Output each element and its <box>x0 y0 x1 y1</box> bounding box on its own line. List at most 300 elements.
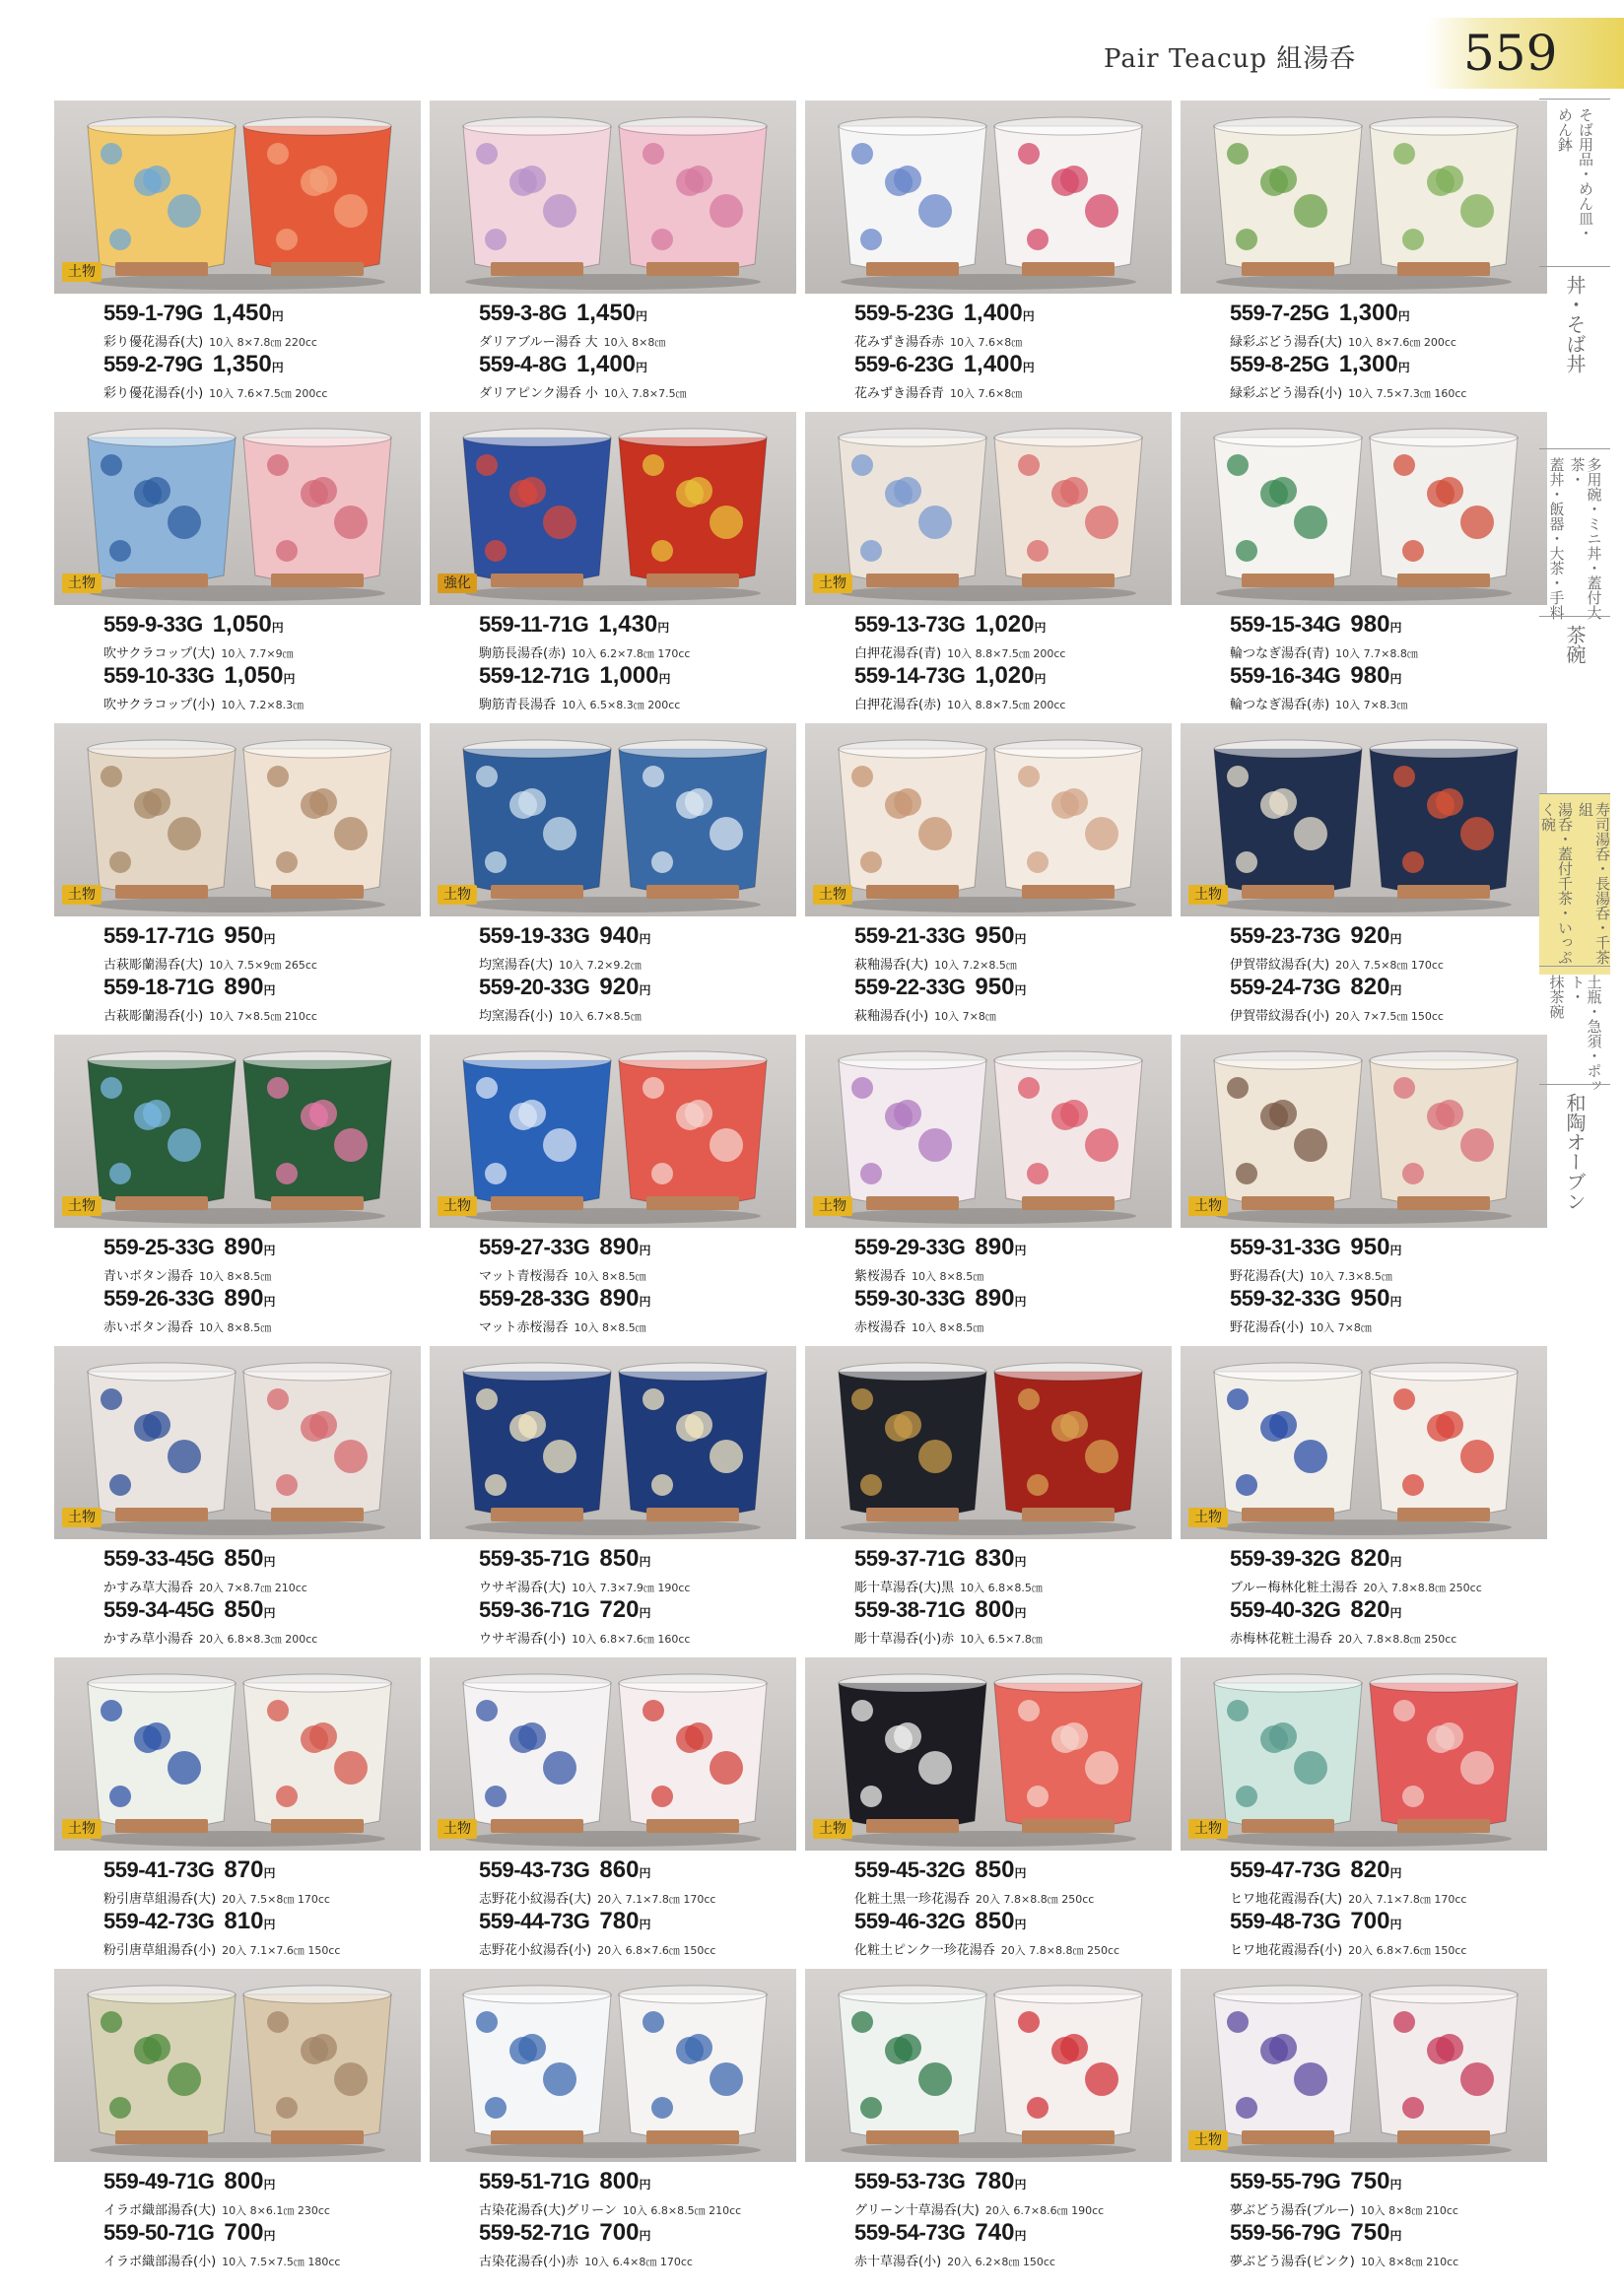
right-cup <box>619 740 767 899</box>
teacup-pair-illustration <box>805 1657 1172 1851</box>
currency-unit: 円 <box>1034 621 1047 635</box>
product-price: 890 <box>224 1234 264 1260</box>
product-code: 559-5-23G <box>854 301 954 325</box>
product-price: 940 <box>599 922 640 949</box>
product-code: 559-38-71G <box>854 1597 966 1622</box>
product-price: 1,450 <box>575 300 637 326</box>
right-cup <box>243 429 391 587</box>
product-code: 559-3-8G <box>479 301 567 325</box>
product-code-price <box>1230 1545 1547 1577</box>
product-spec: 10入 8×8.5㎝ <box>199 1270 272 1283</box>
right-cup <box>1370 1363 1518 1521</box>
product-spec: 10入 7.6×8㎝ <box>950 336 1023 349</box>
product-cell <box>1181 1035 1547 1334</box>
product-info <box>1230 922 1547 1025</box>
index-tab-label: 多用碗・ミニ丼・蓋付大茶・ <box>1568 457 1603 620</box>
product-spec: 10入 6.8×8.5㎝ <box>960 1582 1043 1594</box>
index-tab-label: 和陶オーブン <box>1563 1093 1587 1211</box>
product-price: 950 <box>1350 1234 1390 1260</box>
product-spec: 10入 7.2×8.5㎝ <box>934 959 1017 972</box>
product-code: 559-1-79G <box>103 301 203 325</box>
product-price: 950 <box>975 922 1015 949</box>
currency-unit: 円 <box>1397 361 1410 374</box>
product-code: 559-30-33G <box>854 1286 966 1311</box>
product-price: 750 <box>1350 2168 1390 2194</box>
product-spec: 10入 6.2×7.8㎝ 170cc <box>572 647 691 660</box>
product-photo <box>805 1035 1172 1228</box>
product-spec: 10入 8×8㎝ 210cc <box>1360 2204 1458 2217</box>
right-cup <box>1370 117 1518 276</box>
material-badge: 土物 <box>438 1196 477 1216</box>
product-code: 559-18-71G <box>103 975 215 999</box>
index-tab[interactable] <box>1539 966 1610 1093</box>
left-cup <box>88 429 236 587</box>
product-detail <box>479 331 796 349</box>
product-price: 800 <box>599 2168 640 2194</box>
product-detail <box>479 1888 796 1906</box>
product-code-price <box>1230 974 1547 1005</box>
product-code: 559-19-33G <box>479 923 590 948</box>
product-price: 980 <box>1350 611 1390 638</box>
product-detail <box>854 382 1172 400</box>
product-price: 890 <box>599 1285 640 1312</box>
product-detail <box>1230 1577 1547 1594</box>
product-name: 吹サクラコップ(小) <box>103 698 216 712</box>
right-cup <box>1370 429 1518 587</box>
currency-unit: 円 <box>1389 1244 1402 1257</box>
product-code-price <box>103 1234 421 1265</box>
product-detail <box>103 2199 421 2217</box>
product-code-price <box>479 611 796 642</box>
teacup-pair-illustration <box>54 412 421 605</box>
currency-unit: 円 <box>263 1866 276 1880</box>
index-tab-label: 蓋丼・飯器・大茶・手料 <box>1547 457 1566 620</box>
product-name: 緑彩ぶどう湯呑(小) <box>1230 386 1343 401</box>
currency-unit: 円 <box>1014 932 1027 946</box>
product-photo <box>1181 1346 1547 1539</box>
product-price: 850 <box>599 1545 640 1572</box>
product-price: 800 <box>975 1596 1015 1623</box>
product-detail <box>479 642 796 660</box>
product-code-price <box>1230 1234 1547 1265</box>
product-spec: 10入 7×8㎝ <box>1310 1321 1372 1334</box>
product-cell <box>430 1657 796 1957</box>
product-info <box>1230 300 1547 402</box>
product-code: 559-33-45G <box>103 1546 215 1571</box>
currency-unit: 円 <box>263 1606 276 1620</box>
product-code-price <box>103 2219 421 2251</box>
right-cup <box>994 117 1142 276</box>
currency-unit: 円 <box>1389 1555 1402 1569</box>
currency-unit: 円 <box>1034 672 1047 686</box>
product-code: 559-40-32G <box>1230 1597 1341 1622</box>
product-detail <box>854 2199 1172 2217</box>
product-code-price <box>1230 2219 1547 2251</box>
product-code-price <box>103 1856 421 1888</box>
teacup-pair-illustration <box>1181 1035 1547 1228</box>
product-photo <box>54 412 421 605</box>
product-price: 820 <box>1350 974 1390 1000</box>
product-spec: 10入 7.7×9㎝ <box>221 647 294 660</box>
product-detail <box>103 642 421 660</box>
product-detail <box>103 1005 421 1023</box>
currency-unit: 円 <box>1014 1606 1027 1620</box>
product-detail <box>854 642 1172 660</box>
product-code-price <box>479 2168 796 2199</box>
product-photo <box>1181 1035 1547 1228</box>
left-cup <box>1214 429 1362 587</box>
product-code: 559-36-71G <box>479 1597 590 1622</box>
product-name: 伊賀帯紋湯呑(大) <box>1230 958 1330 973</box>
product-code-price <box>479 351 796 382</box>
currency-unit: 円 <box>639 2178 651 2192</box>
product-code-price <box>103 922 421 954</box>
product-name: 白押花湯呑(赤) <box>854 698 942 712</box>
product-photo <box>1181 1657 1547 1851</box>
material-badge: 土物 <box>1188 1196 1228 1216</box>
product-name: 粉引唐草組湯呑(小) <box>103 1943 217 1958</box>
left-cup <box>839 1363 986 1521</box>
product-price: 1,400 <box>575 351 637 377</box>
left-cup <box>839 1051 986 1210</box>
product-name: 夢ぶどう湯呑(ピンク) <box>1230 2255 1355 2269</box>
currency-unit: 円 <box>1389 1866 1402 1880</box>
product-code-price <box>1230 1908 1547 1939</box>
product-price: 1,050 <box>212 611 272 638</box>
product-code-price <box>854 922 1172 954</box>
product-info <box>854 922 1172 1025</box>
right-cup <box>994 1051 1142 1210</box>
product-spec: 20入 7.8×8.8㎝ 250cc <box>1363 1582 1482 1594</box>
product-photo <box>54 101 421 294</box>
product-info <box>1230 2168 1547 2270</box>
product-name: 古染花湯呑(大)グリーン <box>479 2203 617 2218</box>
left-cup <box>1214 1986 1362 2144</box>
product-price: 1,430 <box>598 611 658 638</box>
product-spec: 20入 6.2×8㎝ 150cc <box>947 2256 1055 2268</box>
material-badge: 土物 <box>62 1819 102 1839</box>
product-code-price <box>1230 2168 1547 2199</box>
product-grid <box>54 101 1540 2278</box>
product-detail <box>854 2251 1172 2268</box>
material-badge: 土物 <box>1188 2130 1228 2150</box>
teacup-pair-illustration <box>1181 412 1547 605</box>
product-price: 1,400 <box>963 300 1023 326</box>
product-name: 青いボタン湯呑 <box>103 1269 194 1284</box>
product-cell <box>1181 723 1547 1023</box>
product-spec: 10入 8×8.5㎝ <box>574 1270 646 1283</box>
product-spec: 10入 7.8×7.5㎝ <box>603 387 687 400</box>
product-detail <box>479 382 796 400</box>
product-code: 559-13-73G <box>854 612 966 637</box>
product-photo <box>430 1657 796 1851</box>
product-code: 559-14-73G <box>854 663 966 688</box>
currency-unit: 円 <box>639 1244 651 1257</box>
product-spec: 10入 8×8.5㎝ <box>912 1321 984 1334</box>
product-cell <box>1181 412 1547 711</box>
product-photo <box>54 1657 421 1851</box>
material-badge: 土物 <box>813 574 852 593</box>
product-detail <box>1230 331 1547 349</box>
right-cup <box>619 1986 767 2144</box>
page-number: 559 <box>1463 25 1558 82</box>
product-name: 紫桜湯呑 <box>854 1269 907 1284</box>
product-name: ヒワ地花霞湯呑(小) <box>1230 1943 1343 1958</box>
product-code-price <box>1230 922 1547 954</box>
product-detail <box>1230 1888 1547 1906</box>
product-name: 駒筋長湯呑(赤) <box>479 646 567 661</box>
product-price: 1,350 <box>212 351 272 377</box>
product-detail <box>854 694 1172 711</box>
product-price: 1,000 <box>599 662 659 689</box>
product-photo <box>1181 1969 1547 2162</box>
product-price: 950 <box>1350 1285 1390 1312</box>
left-cup <box>839 117 986 276</box>
product-code-price <box>479 1234 796 1265</box>
product-code-price <box>854 1908 1172 1939</box>
product-spec: 10入 7.5×7.5㎝ 180cc <box>222 2256 341 2268</box>
teacup-pair-illustration <box>805 1969 1172 2162</box>
right-cup <box>619 429 767 587</box>
currency-unit: 円 <box>283 672 296 686</box>
product-price: 950 <box>224 922 264 949</box>
left-cup <box>88 1986 236 2144</box>
product-detail <box>854 1577 1172 1594</box>
index-tab[interactable] <box>1539 266 1610 457</box>
product-spec: 20入 7.1×7.8㎝ 170cc <box>597 1893 716 1906</box>
left-cup <box>88 1051 236 1210</box>
product-price: 830 <box>975 1545 1015 1572</box>
product-name: ウサギ湯呑(小) <box>479 1632 567 1647</box>
product-code: 559-20-33G <box>479 975 590 999</box>
product-detail <box>1230 2199 1547 2217</box>
index-tab[interactable] <box>1539 1084 1610 1241</box>
product-detail <box>1230 954 1547 972</box>
product-name: 彩り優花湯呑(小) <box>103 386 204 401</box>
currency-unit: 円 <box>263 1918 276 1931</box>
product-detail <box>854 1888 1172 1906</box>
product-spec: 20入 7×8.7㎝ 210cc <box>199 1582 307 1594</box>
product-code: 559-35-71G <box>479 1546 590 1571</box>
material-badge: 土物 <box>62 885 102 905</box>
product-code-price <box>479 300 796 331</box>
left-cup <box>839 1986 986 2144</box>
product-photo <box>805 1657 1172 1851</box>
product-code-price <box>1230 351 1547 382</box>
product-photo <box>805 723 1172 916</box>
left-cup <box>1214 1051 1362 1210</box>
page-title: Pair Teacup 組湯呑 <box>1104 44 1357 74</box>
product-code: 559-7-25G <box>1230 301 1329 325</box>
index-tab-label: 寿司湯呑・長湯呑・千茶組 <box>1577 802 1611 965</box>
product-detail <box>103 382 421 400</box>
teacup-pair-illustration <box>430 723 796 916</box>
left-cup <box>839 740 986 899</box>
left-cup <box>463 1051 611 1210</box>
teacup-pair-illustration <box>430 101 796 294</box>
product-name: ダリアブルー湯呑 大 <box>479 335 598 350</box>
product-info <box>1230 1234 1547 1336</box>
product-name: 夢ぶどう湯呑(ブルー) <box>1230 2203 1355 2218</box>
product-name: 萩釉湯呑(小) <box>854 1009 929 1024</box>
teacup-pair-illustration <box>1181 1346 1547 1539</box>
right-cup <box>243 1986 391 2144</box>
product-code: 559-11-71G <box>479 612 589 637</box>
product-detail <box>479 1005 796 1023</box>
product-photo <box>805 412 1172 605</box>
currency-unit: 円 <box>1022 309 1035 323</box>
product-code-price <box>1230 1856 1547 1888</box>
product-detail <box>1230 2251 1547 2268</box>
right-cup <box>994 740 1142 899</box>
material-badge: 土物 <box>1188 1819 1228 1839</box>
product-name: 彫十草湯呑(大)黒 <box>854 1581 955 1595</box>
product-spec: 20入 7.8×8.8㎝ 250cc <box>1338 1633 1457 1646</box>
index-tab-label: めん鉢 <box>1556 107 1574 152</box>
product-spec: 10入 8×8.5㎝ <box>574 1321 646 1334</box>
product-name: 白押花湯呑(青) <box>854 646 942 661</box>
product-info <box>479 1545 796 1648</box>
product-photo <box>805 101 1172 294</box>
currency-unit: 円 <box>1389 1295 1402 1309</box>
currency-unit: 円 <box>1014 2178 1027 2192</box>
product-spec: 10入 6.5×8.3㎝ 200cc <box>562 699 681 711</box>
right-cup <box>994 1363 1142 1521</box>
product-name: 萩釉湯呑(大) <box>854 958 929 973</box>
product-spec: 10入 7.5×7.3㎝ 160cc <box>1348 387 1467 400</box>
teacup-pair-illustration <box>805 412 1172 605</box>
product-name: 赤梅林花粧土湯呑 <box>1230 1632 1333 1647</box>
product-code-price <box>1230 1285 1547 1316</box>
product-info <box>103 611 421 713</box>
product-name: マット青桜湯呑 <box>479 1269 569 1284</box>
product-cell <box>1181 1969 1547 2268</box>
product-info <box>479 1234 796 1336</box>
product-code: 559-10-33G <box>103 663 215 688</box>
side-index <box>1539 99 1610 1380</box>
product-name: 輪つなぎ湯呑(赤) <box>1230 698 1330 712</box>
product-code-price <box>479 1908 796 1939</box>
index-tab[interactable] <box>1539 99 1610 275</box>
product-code: 559-21-33G <box>854 923 966 948</box>
currency-unit: 円 <box>263 1244 276 1257</box>
product-price: 890 <box>975 1285 1015 1312</box>
product-detail <box>103 2251 421 2268</box>
currency-unit: 円 <box>1022 361 1035 374</box>
material-badge: 土物 <box>1188 885 1228 905</box>
product-spec: 20入 6.8×7.6㎝ 150cc <box>597 1944 716 1957</box>
product-info <box>854 1545 1172 1648</box>
product-spec: 20入 7.8×8.8㎝ 250cc <box>976 1893 1095 1906</box>
product-info <box>103 1234 421 1336</box>
product-code: 559-50-71G <box>103 2220 215 2245</box>
product-name: 古萩彫蘭湯呑(大) <box>103 958 204 973</box>
product-detail <box>103 954 421 972</box>
index-tab-label: そば用品・めん皿・ <box>1577 107 1594 240</box>
product-detail <box>1230 1316 1547 1334</box>
right-cup <box>243 1363 391 1521</box>
product-cell <box>805 412 1172 711</box>
currency-unit: 円 <box>639 1918 651 1931</box>
product-detail <box>103 1577 421 1594</box>
product-detail <box>854 331 1172 349</box>
currency-unit: 円 <box>1014 1918 1027 1931</box>
teacup-pair-illustration <box>430 1346 796 1539</box>
left-cup <box>1214 740 1362 899</box>
product-code: 559-31-33G <box>1230 1235 1341 1259</box>
product-info <box>1230 611 1547 713</box>
product-code-price <box>103 351 421 382</box>
product-spec: 20入 7.5×8㎝ 170cc <box>222 1893 330 1906</box>
product-name: ダリアピンク湯呑 小 <box>479 386 598 401</box>
product-spec: 10入 8.8×7.5㎝ 200cc <box>947 647 1066 660</box>
currency-unit: 円 <box>263 2178 276 2192</box>
product-code-price <box>103 1908 421 1939</box>
product-photo <box>430 1346 796 1539</box>
index-tab[interactable] <box>1539 448 1610 625</box>
product-name: 彫十草湯呑(小)赤 <box>854 1632 955 1647</box>
teacup-pair-illustration <box>54 1035 421 1228</box>
left-cup <box>463 117 611 276</box>
product-cell <box>54 101 421 400</box>
product-code: 559-28-33G <box>479 1286 590 1311</box>
product-detail <box>1230 1628 1547 1646</box>
product-code: 559-25-33G <box>103 1235 215 1259</box>
index-tab-label: 土瓶・急須・ポット・ <box>1568 975 1603 1093</box>
product-detail <box>103 331 421 349</box>
product-code: 559-53-73G <box>854 2169 966 2193</box>
product-code: 559-43-73G <box>479 1857 590 1882</box>
product-price: 700 <box>1350 1908 1390 1934</box>
product-price: 1,300 <box>1338 300 1398 326</box>
currency-unit: 円 <box>263 1295 276 1309</box>
product-photo <box>54 1346 421 1539</box>
product-spec: 10入 6.8×8.5㎝ 210cc <box>622 2204 742 2217</box>
product-cell <box>54 1035 421 1334</box>
product-detail <box>854 1005 1172 1023</box>
product-spec: 10入 7×8.5㎝ 210cc <box>209 1010 317 1023</box>
currency-unit: 円 <box>263 2229 276 2243</box>
product-price: 850 <box>224 1545 264 1572</box>
product-price: 1,300 <box>1338 351 1398 377</box>
product-detail <box>103 1316 421 1334</box>
product-detail <box>1230 1265 1547 1283</box>
product-cell <box>430 1035 796 1334</box>
product-code-price <box>854 2168 1172 2199</box>
left-cup <box>839 429 986 587</box>
product-name: かすみ草小湯呑 <box>103 1632 194 1647</box>
product-detail <box>103 1265 421 1283</box>
product-cell <box>1181 1346 1547 1646</box>
product-detail <box>854 1939 1172 1957</box>
currency-unit: 円 <box>636 309 648 323</box>
index-tab[interactable] <box>1539 793 1610 975</box>
teacup-pair-illustration <box>1181 101 1547 294</box>
currency-unit: 円 <box>1014 2229 1027 2243</box>
product-code-price <box>1230 1596 1547 1628</box>
currency-unit: 円 <box>1014 1555 1027 1569</box>
product-name: ウサギ湯呑(大) <box>479 1581 567 1595</box>
product-cell <box>805 1035 1172 1334</box>
product-code-price <box>1230 300 1547 331</box>
product-price: 860 <box>599 1856 640 1883</box>
product-spec: 10入 8×8㎝ <box>603 336 666 349</box>
product-price: 780 <box>975 2168 1015 2194</box>
left-cup <box>88 1674 236 1833</box>
product-name: 古萩彫蘭湯呑(小) <box>103 1009 204 1024</box>
product-detail <box>1230 1005 1547 1023</box>
index-tab[interactable] <box>1539 616 1610 802</box>
